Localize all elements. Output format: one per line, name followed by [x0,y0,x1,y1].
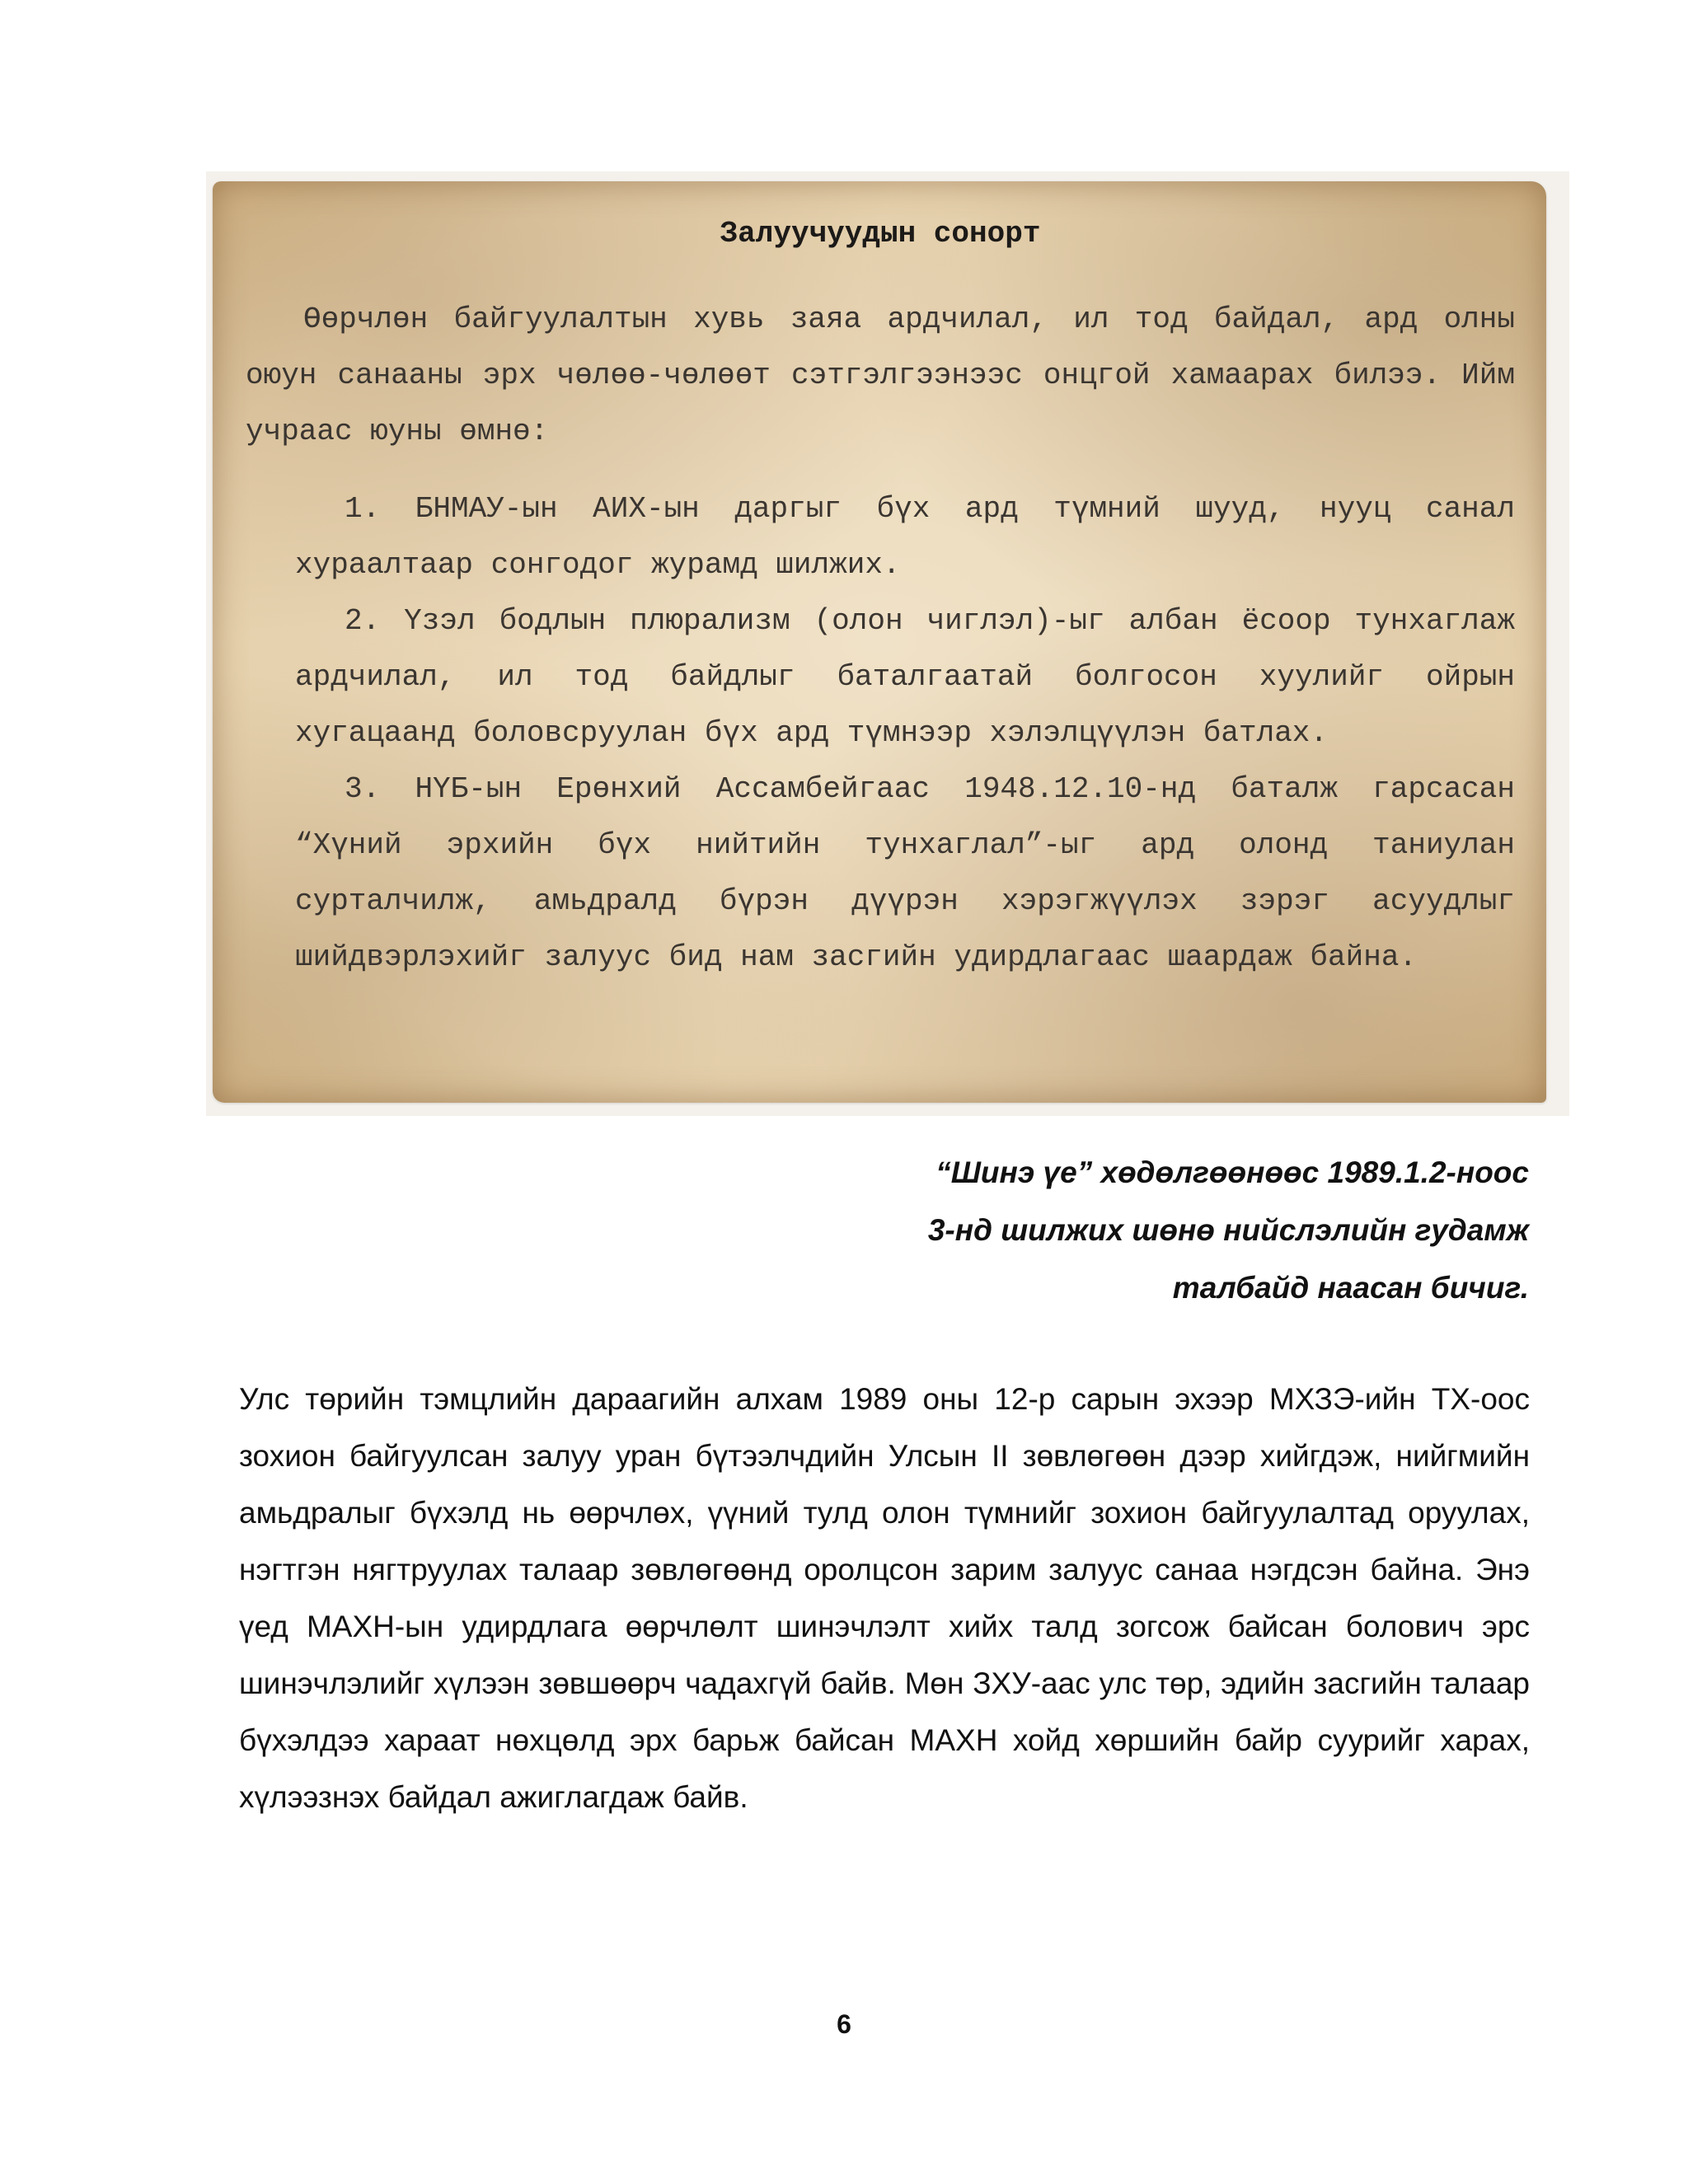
page-number: 6 [837,2009,851,2039]
caption-line: “Шинэ үе” хөдөлгөөнөөс 1989.1.2-ноос [935,1155,1529,1189]
document-title: Залуучуудын сонорт [720,217,1041,251]
demand-item: 2. Үзэл бодлын плюрализм (олон чиглэл)-ыг албан ёсоор тунхаглаж ардчилал, ил тод байдлыг баталгаатай болгосон хуулийг ойрын хугацаанд боловсруулан бүх ард түмнээр хэлэлцүүлэн батлах. [295,604,1515,750]
demands-list [246,481,1515,986]
image-caption [622,1144,1529,1317]
demand-item: 3. НҮБ-ын Ерөнхий Ассамбейгаас 1948.12.10-нд баталж гарсасан “Хүний эрхийн бүх нийтийн тунхаглал”-ыг ард олонд таниулан сурталчилж, амьдралд бүрэн дүүрэн хэрэгжүүлэх зэрэг асуудлыг шийдвэрлэхийг залуус бид нам засгийн удирдлагаас шаардаж байна. [295,772,1515,974]
caption-line: 3-нд шилжих шөнө нийслэлийн гудамж [927,1213,1529,1247]
body-paragraph: Улс төрийн тэмцлийн дараагийн алхам 1989 оны 12-р сарын эхээр МХЗЭ-ийн ТХ-оос зохион байгуулсан залуу уран бүтээлчдийн Улсын II зөвлөгөөн дээр хийгдэж, нийгмийн амьдралыг бүхэлд нь өөрчлөх, үүний тулд олон түмнийг зохион байгуулалтад оруулах, нэгтгэн нягтруулах талаар зөвлөгөөнд оролцсон зарим залуус санаа нэгдсэн байна. Энэ үед МАХН-ын удирдлага өөрчлөлт шинэчлэлт хийх талд зогсож байсан болович эрс шинэчлэлийг хүлээн зөвшөөрч чадахгүй байв. Мөн ЗХУ-аас улс төр, эдийн засгийн талаар бүхэлдээ хараат нөхцөлд эрх барьж байсан МАХН хойд хөршийн байр суурийг харах, хүлээзнэх байдал ажиглагдаж байв. [239,1382,1530,1814]
typed-text-block [246,206,1515,986]
caption-line: талбайд наасан бичиг. [1172,1271,1529,1305]
aged-paper [213,181,1546,1103]
document-intro: Өөрчлөн байгуулалтын хувь заяа ардчилал, ил тод байдал, ард олны оюун санааны эрх чөлөө-чөлөөт сэтгэлгээнээс онцгой хамаарах билээ. Ийм учраас юуны өмнө: [246,302,1515,448]
historical-document-photo [206,171,1569,1116]
demand-item: 1. БНМАУ-ын АИХ-ын даргыг бүх ард түмний шууд, нууц санал хураалтаар сонгодог журамд шилжих. [295,492,1515,582]
